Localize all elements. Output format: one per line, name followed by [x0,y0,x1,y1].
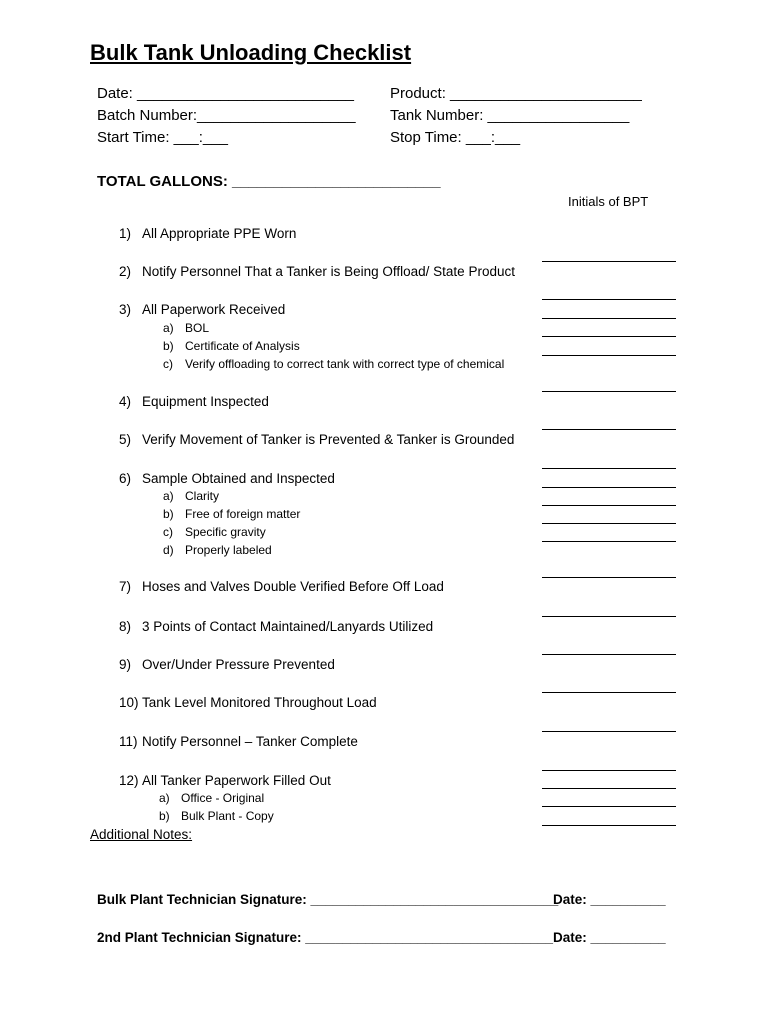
initials-blank[interactable] [542,468,676,469]
initials-blank[interactable] [542,731,676,732]
item-number: 2) [119,264,132,279]
sub-letter: b) [163,507,174,521]
sub-letter: b) [159,809,170,823]
initials-blank[interactable] [542,261,676,262]
sub-letter: a) [159,791,170,805]
item-text: Tank Level Monitored Throughout Load [142,695,377,710]
sub-letter: c) [163,525,173,539]
sub-text: Clarity [185,489,220,503]
initials-blank[interactable] [542,788,676,789]
initials-blank[interactable] [542,523,676,524]
initials-blank[interactable] [542,577,676,578]
sub-item [163,489,219,503]
initials-blank[interactable] [542,654,676,655]
checklist-item [119,471,335,486]
technician-date-field[interactable]: Date: __________ [553,892,666,907]
sub-item [163,525,266,539]
item-text: All Appropriate PPE Worn [142,226,297,241]
additional-notes-label: Additional Notes: [90,827,193,842]
sub-letter: c) [163,357,173,371]
item-number: 8) [119,619,132,634]
sub-text: Properly labeled [185,543,272,557]
initials-column-header: Initials of BPT [568,194,649,209]
sub-text: Specific gravity [185,525,266,539]
sub-letter: a) [163,489,174,503]
technician-signature-field[interactable]: Bulk Plant Technician Signature: _________________________________ [97,892,559,907]
item-text: Equipment Inspected [142,394,269,409]
initials-blank[interactable] [542,505,676,506]
initials-blank[interactable] [542,825,676,826]
date-field[interactable]: Date: __________________________ [97,85,354,102]
checklist-item [119,579,444,594]
sub-item [159,809,274,823]
initials-blank[interactable] [542,692,676,693]
checklist-item [119,734,358,749]
checklist-item [119,264,515,279]
checklist-item [119,695,377,710]
sub-item [163,543,272,557]
initials-blank[interactable] [542,299,676,300]
item-text: Hoses and Valves Double Verified Before Off Load [142,579,444,594]
sub-item [163,339,300,353]
sub-text: Verify offloading to correct tank with correct type of chemical [185,357,505,371]
stop-time-field[interactable]: Stop Time: ___:___ [390,129,521,146]
item-text: Notify Personnel That a Tanker is Being Offload/ State Product [142,264,515,279]
initials-blank[interactable] [542,770,676,771]
item-text: Sample Obtained and Inspected [142,471,335,486]
sub-letter: a) [163,321,174,335]
checklist-item [119,432,514,447]
initials-blank[interactable] [542,541,676,542]
item-number: 6) [119,471,132,486]
item-number: 7) [119,579,132,594]
initials-blank[interactable] [542,487,676,488]
sub-text: Office - Original [181,791,265,805]
checklist-item [119,226,296,241]
item-text: Over/Under Pressure Prevented [142,657,335,672]
initials-blank[interactable] [542,336,676,337]
item-number: 4) [119,394,132,409]
item-text: Notify Personnel – Tanker Complete [142,734,358,749]
product-field[interactable]: Product: _______________________ [390,85,642,102]
initials-blank[interactable] [542,318,676,319]
item-text: All Paperwork Received [142,302,286,317]
second-technician-signature-field[interactable]: 2nd Plant Technician Signature: _________________________________ [97,930,554,945]
item-number: 1) [119,226,132,241]
sub-text: Certificate of Analysis [185,339,300,353]
sub-text: BOL [185,321,210,335]
checklist-item [119,302,285,317]
sub-letter: b) [163,339,174,353]
initials-blank[interactable] [542,355,676,356]
checklist-item [119,394,269,409]
item-text: 3 Points of Contact Maintained/Lanyards Utilized [142,619,434,634]
item-number: 9) [119,657,132,672]
checklist-item [119,773,331,788]
initials-blank[interactable] [542,616,676,617]
initials-blank[interactable] [542,391,676,392]
second-technician-date-field[interactable]: Date: __________ [553,930,666,945]
batch-number-field[interactable]: Batch Number:___________________ [97,107,356,124]
item-text: All Tanker Paperwork Filled Out [142,773,331,788]
item-number: 3) [119,302,132,317]
page-title: Bulk Tank Unloading Checklist [90,40,412,65]
item-text: Verify Movement of Tanker is Prevented & Tanker is Grounded [142,432,515,447]
sub-item [163,507,300,521]
sub-item [163,357,504,371]
start-time-field[interactable]: Start Time: ___:___ [97,129,228,146]
initials-blank[interactable] [542,806,676,807]
sub-letter: d) [163,543,174,557]
sub-item [159,791,264,805]
checklist-item [119,619,433,634]
item-number: 12) [119,773,139,788]
initials-blank[interactable] [542,429,676,430]
tank-number-field[interactable]: Tank Number: _________________ [390,107,630,124]
checklist-item [119,657,335,672]
item-number: 10) [119,695,139,710]
sub-text: Free of foreign matter [185,507,301,521]
item-number: 5) [119,432,132,447]
total-gallons-field[interactable]: TOTAL GALLONS: _________________________ [97,173,441,190]
sub-text: Bulk Plant - Copy [181,809,274,823]
item-number: 11) [119,734,138,749]
sub-item [163,321,209,335]
